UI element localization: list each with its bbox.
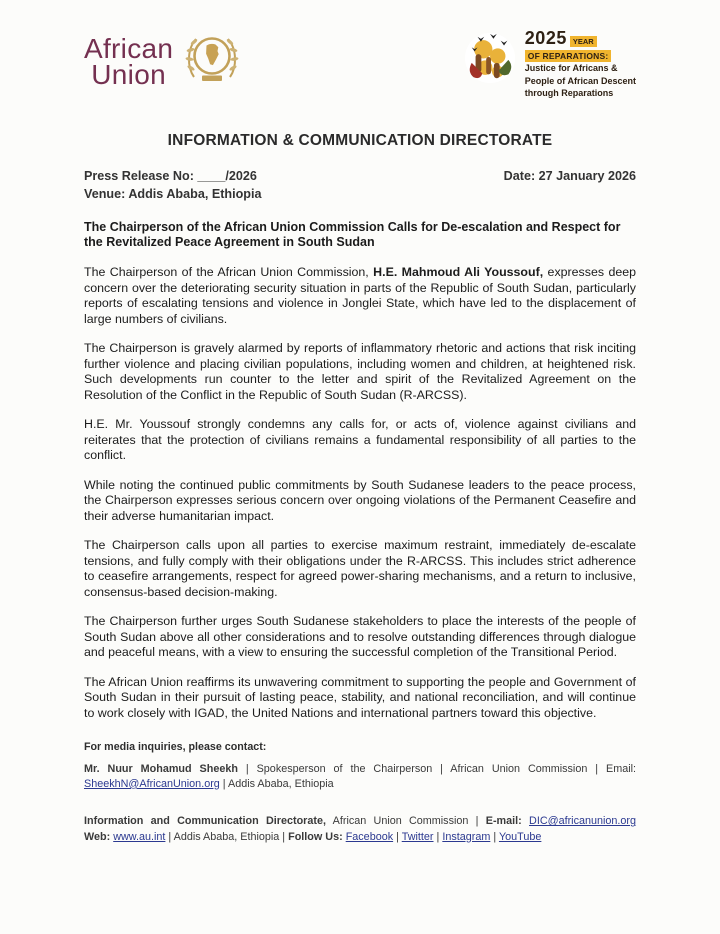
text-segment: The African Union reaffirms its unwavering commitment to supporting the people and Government of South Sudan in their pursuit of lasting peace, stability, and national reconciliation, and will continue to work closely with IGAD, the United Nations and international partners toward this objective. xyxy=(84,674,636,720)
text-segment: The Chairperson calls upon all parties to exercise maximum restraint, immediately de-escalate tensions, and fully comply with their obligations under the R-ARCSS. This includes strict adherence to ceasefire arrangements, respect for agreed power-sharing mechanisms, and a return to inclusive, consensus-based decision-making. xyxy=(84,538,636,599)
reparations-subtitle: OF REPARATIONS: xyxy=(525,50,612,62)
au-website-link[interactable]: www.au.int xyxy=(113,830,166,843)
dic-email-link[interactable]: DIC@africanunion.org xyxy=(529,815,637,828)
reparations-logo-text xyxy=(525,28,636,100)
text-segment: H.E. Mr. Youssouf strongly condemns any calls for, or acts of, violence against civilians and reiterates that the protection of civilians remains a fundamental responsibility of all parties to the conflict. xyxy=(84,417,636,463)
twitter-link[interactable]: Twitter xyxy=(401,830,434,843)
text-segment: The Chairperson further urges South Sudanese stakeholders to place the interests of the people of South Sudan above all other considerations and to resolve outstanding differences through dialogue and peaceful means, with a view to ensuring the successful completion of the Transitional Period. xyxy=(84,614,636,660)
media-inquiries-heading: For media inquiries, please contact: xyxy=(84,741,267,754)
text-segment: | xyxy=(393,830,402,843)
paragraph xyxy=(84,417,636,464)
paragraph xyxy=(84,341,636,403)
spokesperson-email-link[interactable]: SheekhN@AfricanUnion.org xyxy=(84,777,220,790)
text-segment: H.E. Mahmoud Ali Youssouf, xyxy=(373,265,544,280)
text-segment: expresses deep concern over the deteriorating security situation in parts of the Republic of South Sudan, particularly reports of escalating tensions and violence in Jonglei State, which have led to the displacement of large numbers of civilians. xyxy=(84,265,637,326)
text-segment: Information and Communication Directorate, xyxy=(84,815,326,828)
directorate-heading: INFORMATION & COMMUNICATION DIRECTORATE xyxy=(167,132,553,149)
text-segment: Mr. Nuur Mohamud Sheekh xyxy=(84,763,238,776)
paragraph xyxy=(84,614,636,661)
spokesperson-contact-line xyxy=(84,762,636,791)
african-union-logo-text xyxy=(84,32,174,90)
paragraph xyxy=(84,675,636,722)
press-release-venue: Venue: Addis Ababa, Ethiopia xyxy=(84,187,262,202)
footer-line-2 xyxy=(84,830,636,846)
text-segment: | Addis Ababa, Ethiopia xyxy=(219,777,334,790)
reparations-tagline-2: People of African Descent xyxy=(524,75,636,86)
header-logo-row xyxy=(84,26,636,106)
text-segment: | xyxy=(490,830,499,843)
reparations-year-word: YEAR xyxy=(570,36,597,47)
text-segment: | Addis Ababa, Ethiopia | xyxy=(165,830,289,843)
reparations-year-line xyxy=(525,28,636,49)
youtube-link[interactable]: YouTube xyxy=(498,830,542,843)
text-segment: | xyxy=(433,830,443,843)
press-release-number: Press Release No: ____/2026 xyxy=(84,169,257,183)
reparations-emblem-icon xyxy=(464,28,518,93)
text-segment: While noting the continued public commitments by South Sudanese leaders to the peace process, the Chairperson expresses serious concern over ongoing violations of the Permanent Ceasefire and their adverse humanitarian impact. xyxy=(84,477,636,523)
paragraph xyxy=(84,538,636,600)
reparations-2025-logo xyxy=(464,28,636,100)
reparations-year: 2025 xyxy=(524,28,567,48)
text-segment: Follow Us: xyxy=(288,830,346,843)
au-logo-line1: African xyxy=(84,32,174,64)
text-segment: E-mail: xyxy=(485,815,530,828)
text-segment: The Chairperson of the African Union Commission, xyxy=(84,265,374,280)
footer-line-1 xyxy=(84,814,636,830)
facebook-link[interactable]: Facebook xyxy=(345,830,394,843)
au-logo-line2: Union xyxy=(91,58,166,90)
text-segment: | Spokesperson of the Chairperson | African Union Commission | Email: xyxy=(237,763,636,776)
press-release-meta xyxy=(84,167,636,204)
au-emblem-icon xyxy=(179,26,245,97)
press-release-date: Date: 27 January 2026 xyxy=(503,169,636,183)
document-title: The Chairperson of the African Union Commission Calls for De-escalation and Respect for the Revitalized Peace Agreement in South Sudan xyxy=(84,219,621,250)
african-union-logo xyxy=(84,26,245,97)
footer xyxy=(84,814,636,845)
reparations-tagline-1: Justice for Africans & xyxy=(524,63,618,73)
reparations-tagline-3: through Reparations xyxy=(524,88,614,99)
text-segment: Web: xyxy=(84,830,114,843)
text-segment: African Union Commission | xyxy=(325,815,486,828)
instagram-link[interactable]: Instagram xyxy=(442,830,491,843)
paragraph xyxy=(84,478,636,525)
text-segment: The Chairperson is gravely alarmed by reports of inflammatory rhetoric and actions that risk inciting further violence and placing civilian populations, including women and children, at heightened risk. Such developments run counter to the letter and spirit of the Revitalized Agreement on the Resolution of the Conflict in the Republic of South Sudan (R-ARCSS). xyxy=(84,341,636,402)
body-paragraphs xyxy=(84,265,636,721)
meta-row-1 xyxy=(84,167,636,185)
paragraph xyxy=(84,265,636,327)
